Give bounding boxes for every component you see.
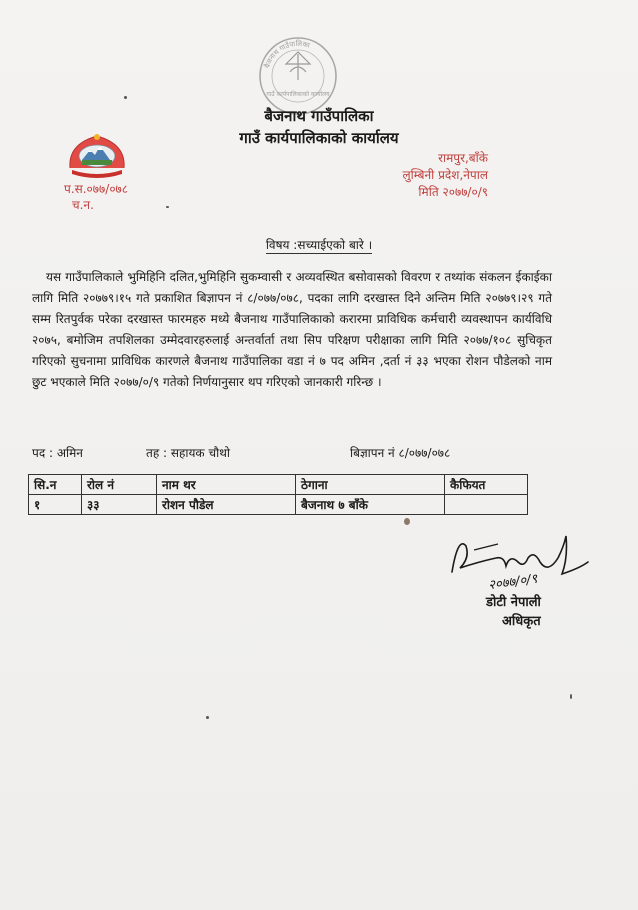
scan-speck bbox=[124, 96, 127, 99]
candidate-table bbox=[28, 474, 528, 515]
table-header-cell: रोल नं bbox=[82, 475, 157, 495]
scan-speck bbox=[404, 518, 410, 525]
seal-inner-text: गाउँ कार्यपालिकाको कार्यालय bbox=[266, 91, 330, 98]
dispatch-number: च.न. bbox=[72, 198, 94, 212]
reference-number: प.स.०७७/०७८ bbox=[64, 182, 129, 196]
letter-body: यस गाउँपालिकाले भुमिहिनि दलित,भुमिहिनि सुकम्वासी र अव्यवस्थित बसोवासको विवरण र तथ्यांक संकलन ईकाईका लागि मिति २०७७९।१५ गते प्रकाशित बिज्ञापन नं ८/०७७/०७८, पदका लागि दरखास्त दिने अन्तिम मिति २०७७९।२९ गते सम्म रितपुर्वक परेका दरखास्त फारमहरु मध्ये बैजनाथ गाउँपालिकाको करारमा प्राविधिक कर्मचारी व्यवस्थापन कार्यविधि २०७५, बमोजिम तपशिलका उम्मेदवारहरुलाई अन्तर्वार्ता तथा सिप परिक्षण परीक्षाका लागि मिति २०७७/१०८ सुचिकृत गरिएको सुचनामा प्राविधिक कारणले बैजनाथ गाउँपालिका वडा नं ७ पद अमिन ,दर्ता नं ३३ भएका रोशन पौडेलको नाम छुट भएकाले मिति २०७७/०/९ गतेको निर्णयानुसार थप गरिएको जानकारी गरिन्छ । bbox=[32, 270, 552, 389]
table-header-row bbox=[29, 475, 528, 495]
address-line-1: रामपुर,बाँके bbox=[438, 151, 488, 165]
table-cell: ३३ bbox=[82, 495, 157, 515]
table-row bbox=[29, 495, 528, 515]
subject-text: विषय :सच्याईएको बारे । bbox=[265, 238, 373, 252]
post-label: पद : अमिन bbox=[32, 446, 83, 460]
table-cell: १ bbox=[29, 495, 82, 515]
scan-speck bbox=[206, 716, 209, 719]
signature-date: २०७७/०/९ bbox=[487, 571, 539, 594]
table-cell: बैजनाथ ७ बाँके bbox=[296, 495, 445, 515]
level-label: तह : सहायक चौथो bbox=[146, 446, 230, 460]
table-header-cell: नाम थर bbox=[157, 475, 296, 495]
subject-line bbox=[0, 236, 638, 253]
office-subtitle: गाउँ कार्यपालिकाको कार्यालय bbox=[239, 129, 399, 147]
table-cell bbox=[445, 495, 528, 515]
table-header-cell: सि.न bbox=[29, 475, 82, 495]
office-name: बैजनाथ गाउँपालिका bbox=[264, 107, 374, 125]
table-header-cell: कैफियत bbox=[445, 475, 528, 495]
table-header-cell: ठेगाना bbox=[296, 475, 445, 495]
letter-date: मिति २०७७/०/९ bbox=[418, 185, 488, 199]
signatory-title: अधिकृत bbox=[502, 614, 541, 629]
advertisement-number: बिज्ञापन नं ८/०७७/०७८ bbox=[350, 446, 451, 460]
svg-text:बैजनाथ गाउँपालिका bbox=[262, 39, 311, 69]
scan-speck bbox=[570, 694, 572, 699]
address-line-2: लुम्बिनी प्रदेश,नेपाल bbox=[402, 168, 488, 182]
seal-ring-text: बैजनाथ गाउँपालिका bbox=[263, 39, 311, 70]
signatory-name: डोटी नेपाली bbox=[486, 595, 541, 610]
table-cell: रोशन पौडेल bbox=[157, 495, 296, 515]
scan-speck bbox=[166, 206, 169, 208]
